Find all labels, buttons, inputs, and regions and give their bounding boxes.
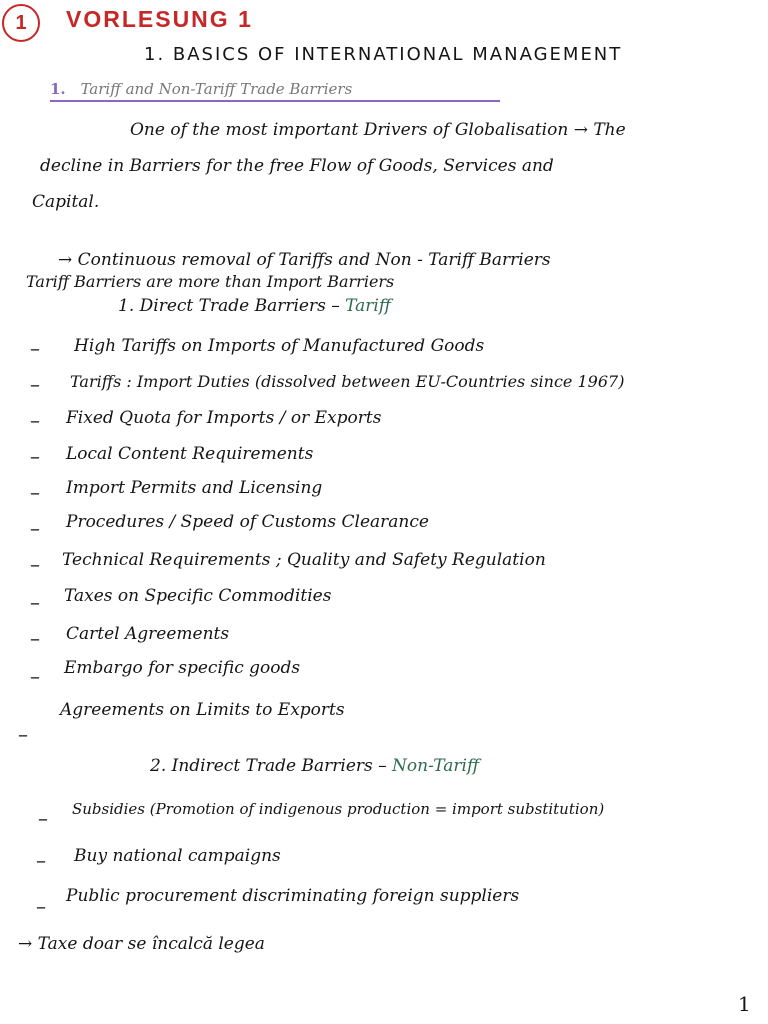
section-heading	[50, 80, 500, 102]
dash-bullet: –	[38, 806, 48, 830]
list-item: High Tariffs on Imports of Manufactured Goods	[74, 336, 485, 356]
list-item: Import Permits and Licensing	[66, 478, 323, 498]
list-item: Embargo for specific goods	[64, 658, 301, 678]
list-item: Technical Requirements ; Quality and Safety Regulation	[62, 550, 546, 570]
dash-bullet: –	[30, 552, 40, 576]
dash-bullet: –	[30, 444, 40, 468]
lecture-title: VORLESUNG 1	[66, 6, 253, 32]
indirect-heading	[150, 756, 479, 776]
list-item: Procedures / Speed of Customs Clearance	[66, 512, 429, 532]
list-item: Taxes on Specific Commodities	[64, 586, 332, 606]
list-item: Tariffs : Import Duties (dissolved between EU-Countries since 1967)	[70, 372, 625, 391]
page-number-circle	[2, 4, 40, 42]
footer-note: → Taxe doar se încalcă legea	[18, 934, 265, 954]
list-item: Buy national campaigns	[74, 846, 281, 866]
list-item: Fixed Quota for Imports / or Exports	[66, 408, 382, 428]
list-item: Public procurement discriminating foreign suppliers	[66, 886, 520, 906]
page-number: 1	[15, 12, 27, 34]
list-item: Cartel Agreements	[66, 624, 230, 644]
note-line-2: Tariff Barriers are more than Import Barriers	[26, 272, 395, 291]
dash-bullet: –	[36, 894, 46, 918]
indirect-heading-text: 2. Indirect Trade Barriers –	[150, 756, 387, 776]
intro-line-3: Capital.	[32, 192, 100, 212]
corner-mark: 1	[738, 992, 751, 1016]
dash-bullet: –	[30, 480, 40, 504]
list-item: Local Content Requirements	[66, 444, 314, 464]
list-item: Agreements on Limits to Exports	[60, 700, 345, 720]
direct-heading-text: 1. Direct Trade Barriers –	[118, 296, 340, 316]
section-number: 1.	[50, 80, 66, 98]
dash-bullet: –	[30, 336, 40, 360]
dash-bullet: –	[30, 590, 40, 614]
direct-heading-tag: Tariff	[345, 296, 391, 316]
section-title: Tariff and Non-Tariff Trade Barriers	[80, 80, 353, 98]
dash-bullet: –	[30, 372, 40, 396]
indirect-heading-tag: Non-Tariff	[392, 756, 480, 776]
dash-bullet: –	[36, 848, 46, 872]
list-item: Subsidies (Promotion of indigenous production = import substitution)	[72, 800, 605, 818]
intro-line-2: decline in Barriers for the free Flow of Goods, Services and	[40, 156, 554, 176]
dash-bullet: –	[30, 664, 40, 688]
intro-line-1: One of the most important Drivers of Globalisation → The	[130, 120, 626, 140]
direct-heading	[118, 296, 391, 316]
dash-bullet: –	[18, 722, 28, 746]
note-line-1: → Continuous removal of Tariffs and Non - Tariff Barriers	[58, 250, 551, 270]
dash-bullet: –	[30, 408, 40, 432]
chapter-title: 1. BASICS OF INTERNATIONAL MANAGEMENT	[144, 44, 623, 65]
dash-bullet: –	[30, 516, 40, 540]
dash-bullet: –	[30, 626, 40, 650]
